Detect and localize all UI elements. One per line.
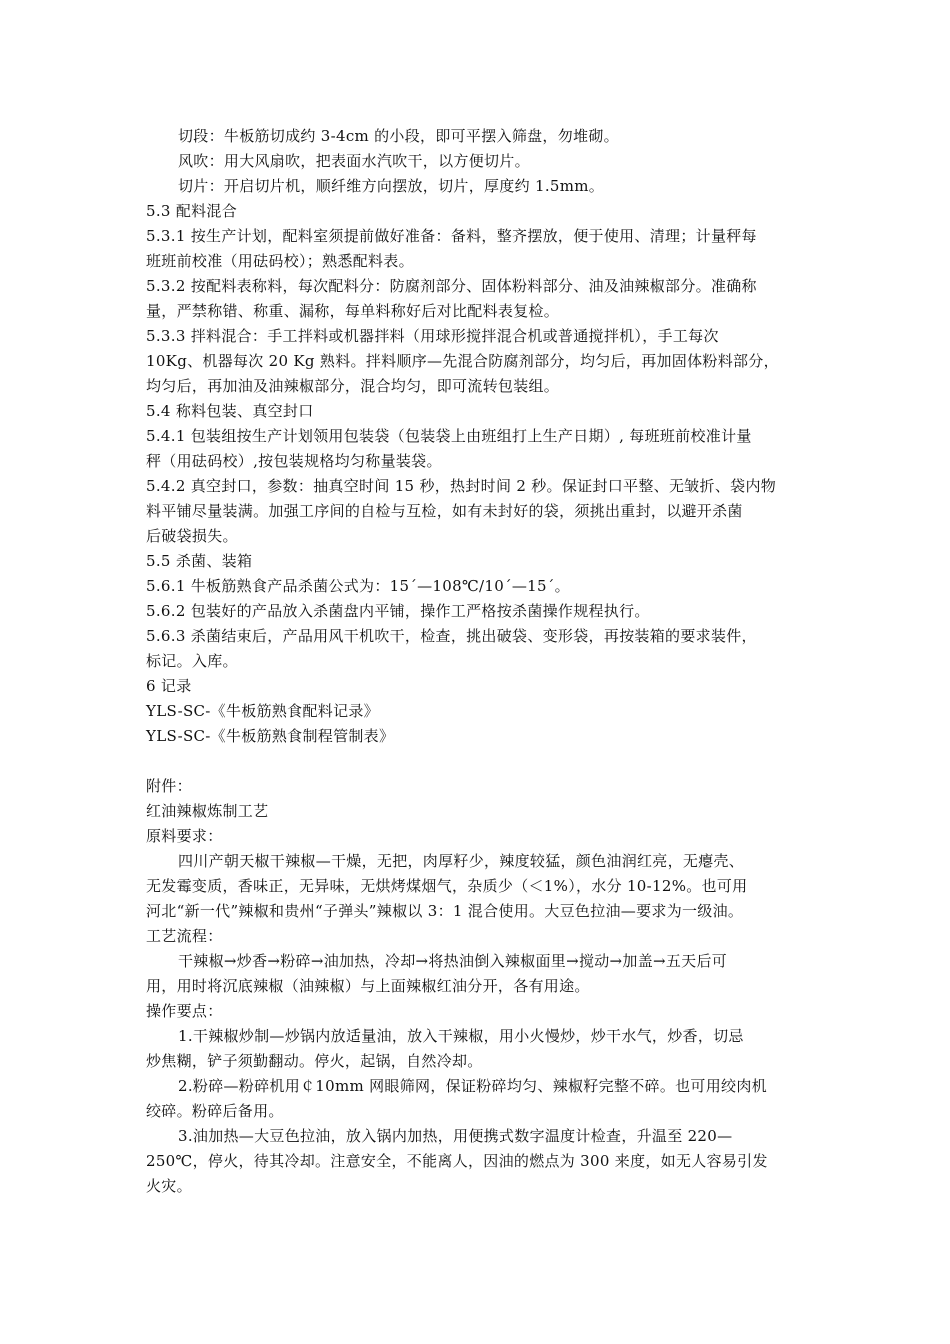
record-item: YLS-SC-《牛板筋熟食制程管制表》 — [146, 727, 395, 745]
text-line: 5.6.2 包装好的产品放入杀菌盘内平铺，操作工严格按杀菌操作规程执行。 — [146, 602, 650, 620]
appendix-label: 附件： — [146, 777, 192, 795]
text-line: 250℃，停火，待其冷却。注意安全，不能离人，因油的燃点为 300 来度，如无人容易引发 — [146, 1152, 768, 1170]
text-line: 班班前校准（用砝码校）；熟悉配料表。 — [146, 252, 414, 270]
text-line: 量，严禁称错、称重、漏称，每单料称好后对比配料表复检。 — [146, 302, 560, 320]
section-heading: 5.3 配料混合 — [146, 202, 238, 220]
text-line: 5.6.1 牛板筋熟食产品杀菌公式为：15ˊ—108℃/10ˊ—15ˊ。 — [146, 577, 570, 595]
text-line: 秤（用砝码校）,按包装规格均匀称量装袋。 — [146, 452, 442, 470]
subsection-heading: 原料要求： — [146, 827, 223, 845]
text-line: 2.粉碎—粉碎机用￠10mm 网眼筛网，保证粉碎均匀、辣椒籽完整不碎。也可用绞肉机 — [178, 1077, 767, 1095]
text-line: 四川产朝天椒干辣椒—干燥，无把，肉厚籽少，辣度较猛，颜色油润红亮，无瘪壳、 — [178, 852, 745, 870]
section-heading: 5.4 称料包装、真空封口 — [146, 402, 314, 420]
subsection-heading: 工艺流程： — [146, 927, 223, 945]
text-line: 5.6.3 杀菌结束后，产品用风干机吹干，检查，挑出破袋、变形袋，再按装箱的要求装件， — [146, 627, 757, 645]
text-line: 5.3.3 拌料混合：手工拌料或机器拌料（用球形搅拌混合机或普通搅拌机），手工每次 — [146, 327, 719, 345]
text-line: 10Kg、机器每次 20 Kg 熟料。拌料顺序—先混合防腐剂部分，均匀后，再加固体粉料部分， — [146, 352, 779, 370]
appendix-title: 红油辣椒炼制工艺 — [146, 802, 269, 820]
text-line: 绞碎。粉碎后备用。 — [146, 1102, 284, 1120]
text-line: 均匀后，再加油及油辣椒部分，混合均匀，即可流转包装组。 — [146, 377, 560, 395]
text-line: 无发霉变质，香味正，无异味，无烘烤煤烟气，杂质少（＜1%），水分 10-12%。也可用 — [146, 877, 748, 895]
section-heading: 5.5 杀菌、装箱 — [146, 552, 253, 570]
record-item: YLS-SC-《牛板筋熟食配料记录》 — [146, 702, 379, 720]
text-line: 后破袋损失。 — [146, 527, 238, 545]
text-line: 5.3.1 按生产计划，配料室须提前做好准备：备料，整齐摆放，便于使用、清理；计量秤每 — [146, 227, 757, 245]
text-line: 标记。入库。 — [146, 652, 238, 670]
text-line: 用，用时将沉底辣椒（油辣椒）与上面辣椒红油分开，各有用途。 — [146, 977, 590, 995]
text-line: 5.3.2 按配料表称料，每次配料分：防腐剂部分、固体粉料部分、油及油辣椒部分。准确称 — [146, 277, 757, 295]
text-line: 切段：牛板筋切成约 3-4cm 的小段，即可平摆入筛盘，勿堆砌。 — [178, 127, 619, 145]
text-line: 5.4.1 包装组按生产计划领用包装袋（包装袋上由班组打上生产日期）, 每班班前校准计量 — [146, 427, 752, 445]
text-line: 炒焦糊，铲子须勤翻动。停火，起锅，自然冷却。 — [146, 1052, 483, 1070]
subsection-heading: 操作要点： — [146, 1002, 223, 1020]
text-line: 火灾。 — [146, 1177, 192, 1195]
text-line: 干辣椒→炒香→粉碎→油加热，冷却→将热油倒入辣椒面里→搅动→加盖→五天后可 — [178, 952, 728, 970]
text-line: 风吹：用大风扇吹，把表面水汽吹干，以方便切片。 — [178, 152, 530, 170]
text-line: 切片：开启切片机，顺纤维方向摆放，切片，厚度约 1.5mm。 — [178, 177, 605, 195]
text-line: 5.4.2 真空封口，参数：抽真空时间 15 秒，热封时间 2 秒。保证封口平整、无皱折、袋内物 — [146, 477, 777, 495]
text-line: 河北“新一代”辣椒和贵州“子弹头”辣椒以 3：1 混合使用。大豆色拉油—要求为一级油。 — [146, 902, 744, 920]
text-line: 料平铺尽量装满。加强工序间的自检与互检，如有未封好的袋，须挑出重封，以避开杀菌 — [146, 502, 743, 520]
text-line: 3.油加热—大豆色拉油，放入锅内加热，用便携式数字温度计检查，升温至 220— — [178, 1127, 733, 1145]
text-line: 1.干辣椒炒制—炒锅内放适量油，放入干辣椒，用小火慢炒，炒干水气，炒香，切忌 — [178, 1027, 744, 1045]
section-heading: 6 记录 — [146, 677, 192, 695]
